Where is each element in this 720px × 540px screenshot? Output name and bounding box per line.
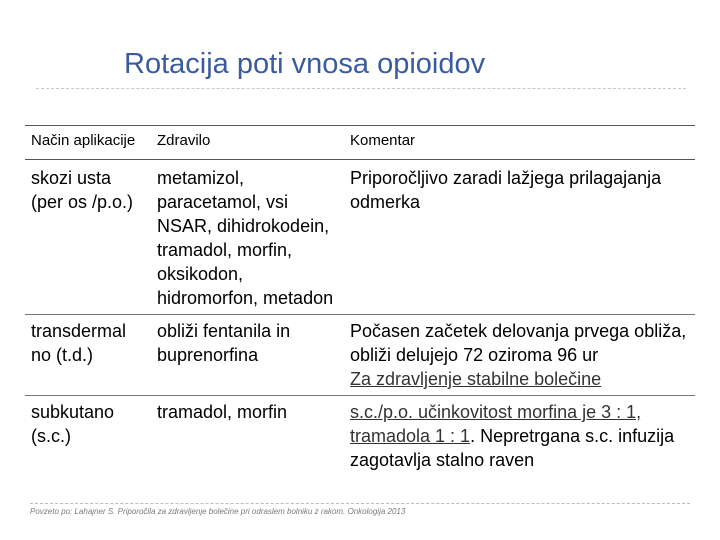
footer-divider xyxy=(30,503,690,504)
table-row xyxy=(25,396,695,477)
cell-route: subkutano (s.c.) xyxy=(25,396,151,477)
slide-title: Rotacija poti vnosa opioidov xyxy=(124,48,486,80)
cell-comment: Priporočljivo zaradi lažjega prilagajanja odmerka xyxy=(344,160,695,315)
footer-citation: Povzeto po: Lahajner S. Priporočila za zdravljenje bolečine pri odraslem bolniku z rakom. Onkologija 2013 xyxy=(30,507,406,516)
cell-comment xyxy=(344,396,695,477)
cell-route: transdermal no (t.d.) xyxy=(25,315,151,396)
comment-text: . Nepretrgana s.c. infuzija zagotavlja stalno raven xyxy=(350,426,675,470)
table-row xyxy=(25,315,695,396)
cell-drug: metamizol, paracetamol, vsi NSAR, dihidrokodein, tramadol, morfin, oksikodon, hidromorfon, metadon xyxy=(151,160,344,315)
header-drug: Zdravilo xyxy=(151,126,344,160)
comment-text: Počasen začetek delovanja prvega obliža, obliži delujejo 72 oziroma 96 ur xyxy=(350,321,687,365)
cell-drug: obliži fentanila in buprenorfina xyxy=(151,315,344,396)
cell-drug: tramadol, morfin xyxy=(151,396,344,477)
comment-link[interactable]: s.c./p.o. učinkovitost morfina je 3 : 1, tramadola 1 : 1 xyxy=(350,402,642,446)
table-header-row xyxy=(25,126,695,160)
header-route: Način aplikacije xyxy=(25,126,151,160)
comment-link[interactable]: Za zdravljenje stabilne bolečine xyxy=(350,369,602,389)
header-comment: Komentar xyxy=(344,126,695,160)
cell-route: skozi usta (per os /p.o.) xyxy=(25,160,151,315)
opioid-route-table xyxy=(25,125,695,476)
table-row xyxy=(25,160,695,315)
title-divider xyxy=(36,88,686,89)
cell-comment xyxy=(344,315,695,396)
